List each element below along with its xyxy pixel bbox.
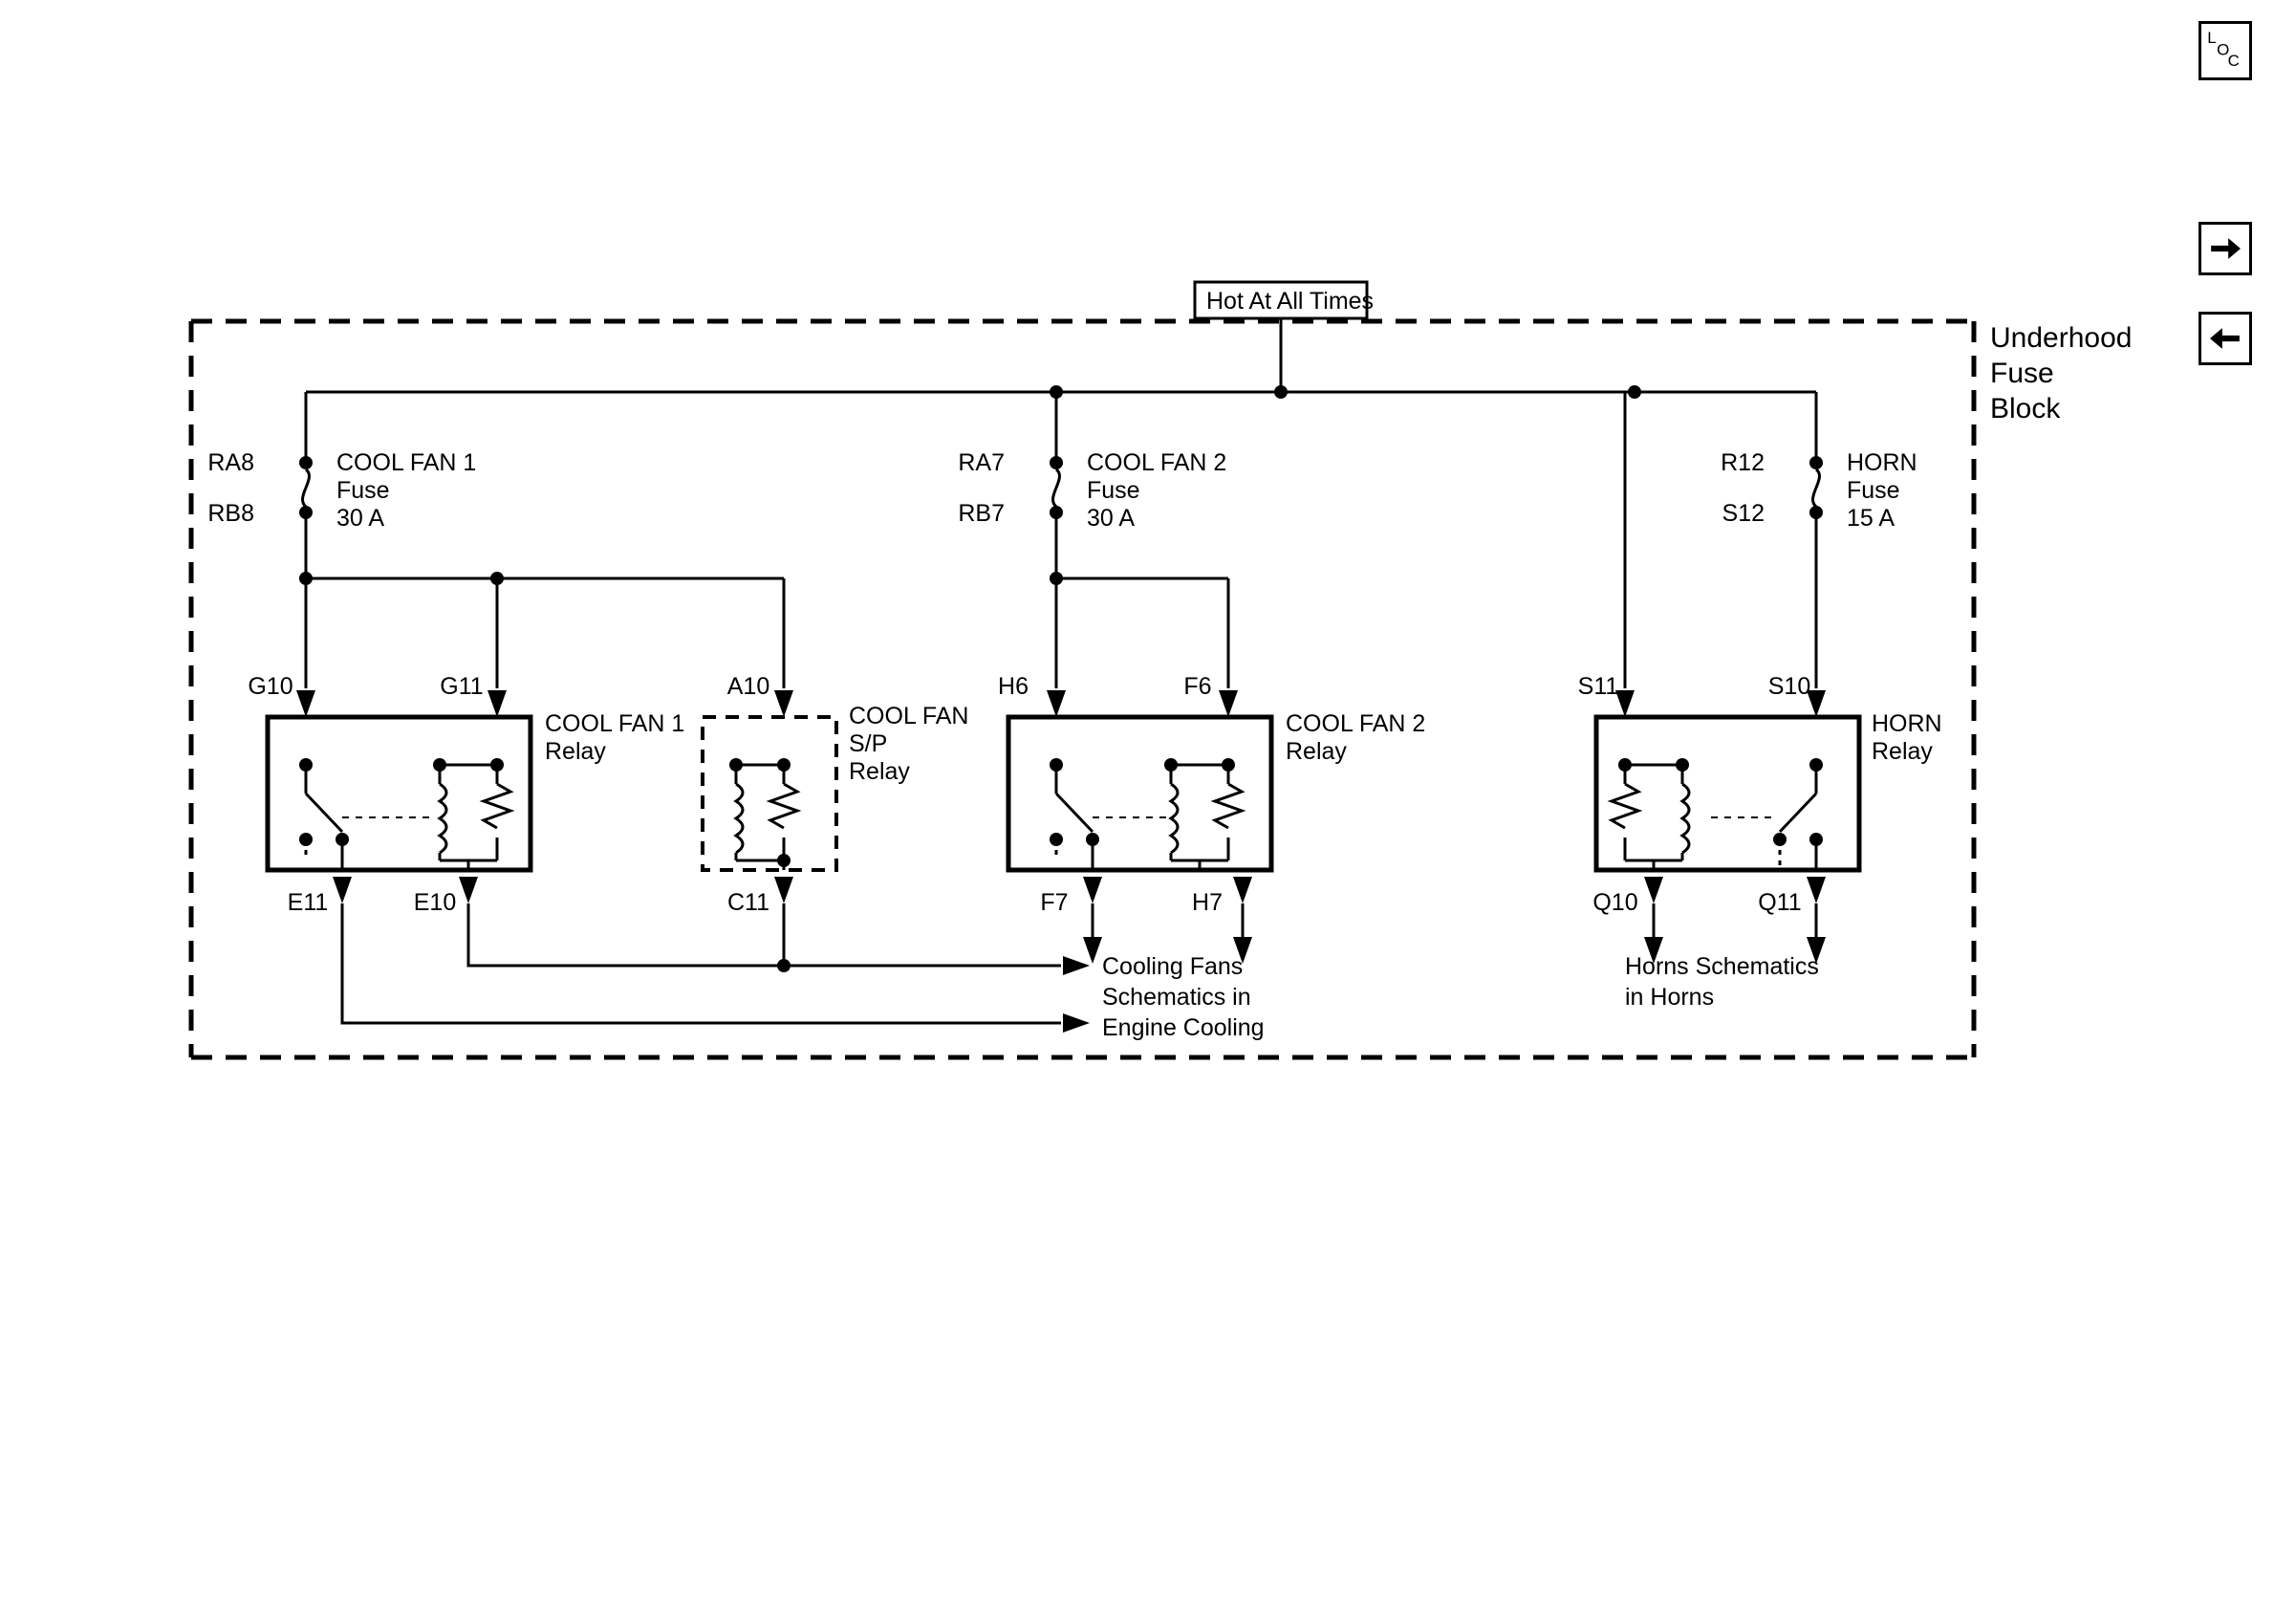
relay-sp-bottom-terminal: C11 xyxy=(726,889,770,916)
fuse-2-name-line-1: COOL FAN 2 xyxy=(1087,449,1227,476)
block-title-line-3: Block xyxy=(1990,393,2061,424)
relay-2-top-left-terminal: H6 xyxy=(998,673,1029,700)
relay-horn-name-line-1: HORN xyxy=(1872,710,1942,737)
block-title-line-1: Underhood xyxy=(1990,322,2133,354)
reference-2-line-2: in Horns xyxy=(1625,984,1715,1011)
hot-at-all-times-label: Hot At All Times xyxy=(1206,288,1375,315)
relay-box-cool-fan-2 xyxy=(1008,717,1271,870)
cool-fan-2-distribution xyxy=(1050,572,1228,688)
relay-2-bottom-right-terminal: H7 xyxy=(1192,889,1223,916)
fuse-1-name-line-1: COOL FAN 1 xyxy=(336,449,477,476)
relay-sp-name-line-1: COOL FAN xyxy=(849,703,969,729)
relay-1-name-line-2: Relay xyxy=(545,738,606,765)
relay-2-name-line-2: Relay xyxy=(1286,738,1347,765)
relay-1-name-line-1: COOL FAN 1 xyxy=(545,710,685,737)
fuse-2-rating: 30 A xyxy=(1087,505,1136,532)
reference-2-line-1: Horns Schematics xyxy=(1625,953,1819,980)
relay-2-bottom-left-terminal: F7 xyxy=(1040,889,1069,916)
junction-dot xyxy=(1274,385,1288,399)
fuse-3-bottom-terminal: S12 xyxy=(1722,500,1765,527)
relay-sp-name-line-2: S/P xyxy=(849,730,888,757)
reference-1-line-3: Engine Cooling xyxy=(1102,1014,1265,1041)
relay-1-top-right-terminal: G11 xyxy=(440,673,484,700)
relay-1-top-left-terminal: G10 xyxy=(248,673,293,700)
next-page-button[interactable] xyxy=(2199,222,2252,275)
horn-distribution xyxy=(1625,392,1816,688)
relay-1-bottom-right-terminal: E10 xyxy=(413,889,457,916)
relay-horn-top-right-terminal: S10 xyxy=(1767,673,1811,700)
loc-letter-l: L xyxy=(2207,28,2217,47)
relay-box-cool-fan-sp xyxy=(703,717,836,870)
fuse-1-top-terminal: RA8 xyxy=(207,449,254,476)
relay-2-name-line-1: COOL FAN 2 xyxy=(1286,710,1426,737)
fuse-cool-fan-1 xyxy=(299,392,313,578)
loc-letter-o: O xyxy=(2217,40,2230,59)
fuse-1-rating: 30 A xyxy=(336,505,385,532)
reference-1-line-2: Schematics in xyxy=(1102,984,1251,1011)
fuse-2-bottom-terminal: RB7 xyxy=(958,500,1005,527)
fuse-cool-fan-2 xyxy=(1050,392,1063,688)
relay-sp-top-terminal: A10 xyxy=(726,673,770,700)
fuse-3-rating: 15 A xyxy=(1847,505,1895,532)
relay-box-cool-fan-1 xyxy=(268,717,531,870)
fuse-1-bottom-terminal: RB8 xyxy=(207,500,254,527)
fuse-3-name-line-1: HORN xyxy=(1847,449,1917,476)
cool-fan-1-distribution xyxy=(299,572,784,688)
arrow-left-icon xyxy=(2208,321,2242,356)
relay-horn-top-left-terminal: S11 xyxy=(1577,673,1619,700)
reference-1-line-1: Cooling Fans xyxy=(1102,953,1244,980)
block-title-line-2: Fuse xyxy=(1990,358,2054,389)
junction-dot xyxy=(1628,385,1641,399)
relay-horn-bottom-right-terminal: Q11 xyxy=(1758,889,1802,916)
relay-horn-bottom-left-terminal: Q10 xyxy=(1592,889,1638,916)
relay-sp-name-line-3: Relay xyxy=(849,758,910,785)
arrow-right-icon xyxy=(2208,231,2242,266)
relay-2-top-right-terminal: F6 xyxy=(1183,673,1212,700)
fuse-1-name-line-2: Fuse xyxy=(336,477,390,504)
loc-letter-c: C xyxy=(2227,52,2240,71)
relay-box-horn xyxy=(1596,717,1859,870)
locator-button[interactable] xyxy=(2199,21,2252,80)
loc-icon xyxy=(2201,24,2249,77)
relay-horn-name-line-2: Relay xyxy=(1872,738,1933,765)
fuse-2-name-line-2: Fuse xyxy=(1087,477,1140,504)
relay-1-bottom-left-terminal: E11 xyxy=(287,889,329,916)
fuse-2-top-terminal: RA7 xyxy=(958,449,1005,476)
fuse-3-name-line-2: Fuse xyxy=(1847,477,1900,504)
fuse-3-top-terminal: R12 xyxy=(1721,449,1765,476)
previous-page-button[interactable] xyxy=(2199,312,2252,365)
